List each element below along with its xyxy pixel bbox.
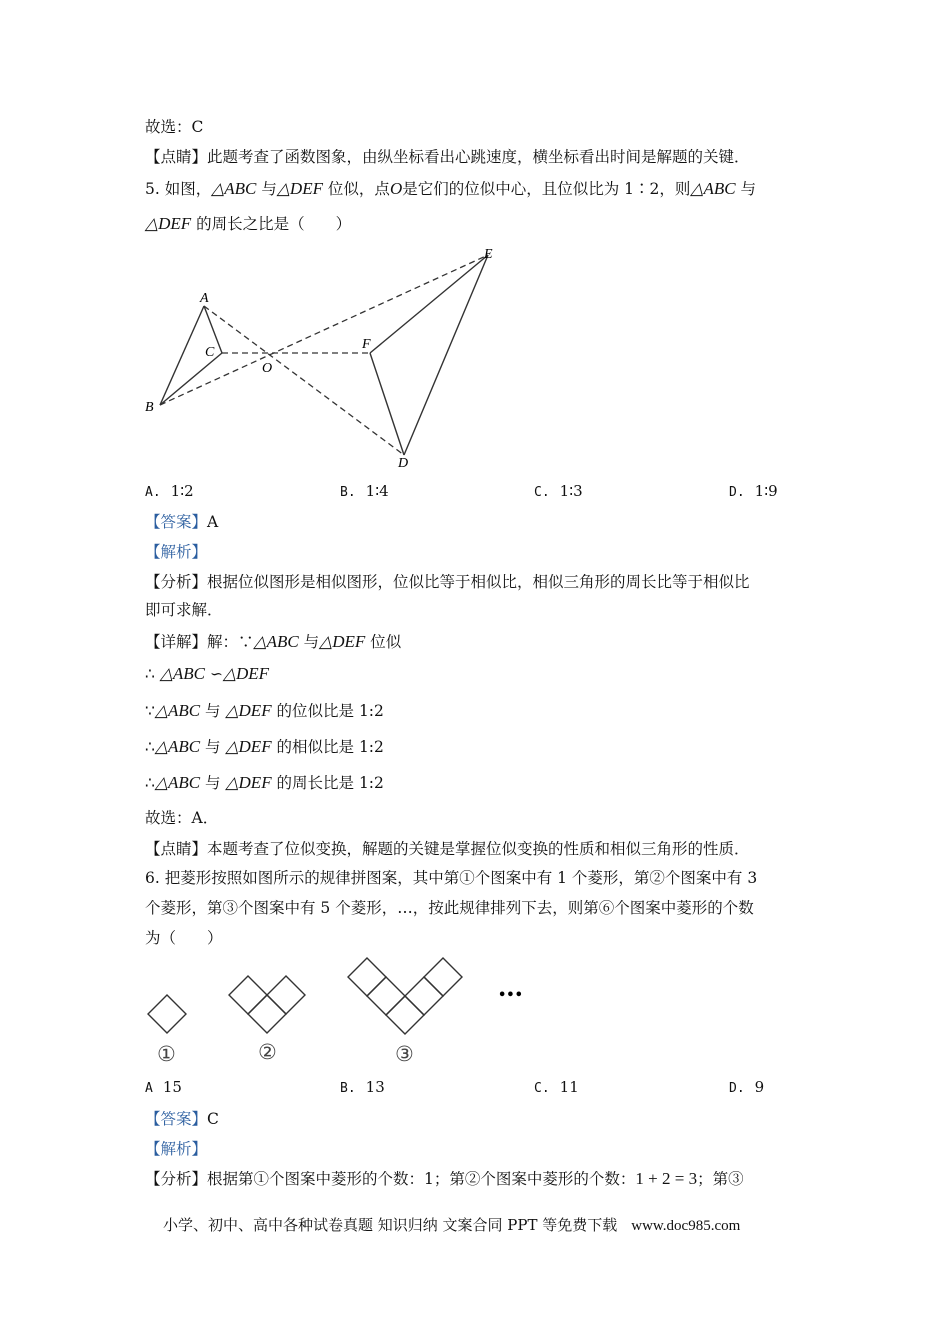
q5-detail-line-1: 【详解】解：∵△ABC 与△DEF 位似 bbox=[145, 632, 402, 651]
label-b: B bbox=[145, 400, 154, 415]
footer-url[interactable]: www.doc985.com bbox=[631, 1218, 741, 1234]
q5-fenxi-line-1: 【分析】根据位似图形是相似图形，位似比等于相似比，相似三角形的周长比等于相似比 bbox=[145, 573, 750, 591]
question-6-line-3: 为（ ） bbox=[145, 929, 223, 947]
pattern-dots: ••• bbox=[498, 988, 523, 1003]
pattern-label-3: ③ bbox=[395, 1042, 414, 1066]
segment-ef bbox=[370, 255, 488, 353]
segment-ab bbox=[160, 306, 204, 405]
label-f: F bbox=[362, 337, 371, 352]
q6-analysis-tag: 【解析】 bbox=[145, 1140, 208, 1158]
label-a: A bbox=[200, 291, 209, 306]
segment-bc bbox=[160, 353, 222, 405]
pattern-1-rhombus bbox=[148, 995, 186, 1033]
pattern-label-1: ① bbox=[157, 1042, 176, 1066]
q6-answer: 【答案】C bbox=[145, 1110, 219, 1128]
rhombus-patterns bbox=[148, 958, 462, 1034]
label-c: C bbox=[205, 345, 215, 360]
q5-option-c: C. 1∶3 bbox=[534, 482, 583, 500]
q5-option-a: A. 1∶2 bbox=[145, 482, 194, 500]
label-o: O bbox=[262, 361, 273, 376]
dashed-be bbox=[160, 255, 488, 405]
q5-choose: 故选：A． bbox=[145, 809, 219, 827]
label-d: D bbox=[398, 456, 409, 471]
q5-answer: 【答案】A bbox=[145, 513, 219, 531]
q6-fenxi: 【分析】根据第①个图案中菱形的个数：1；第②个图案中菱形的个数：1 + 2 = 3；第③ bbox=[145, 1169, 744, 1188]
question-6-line-1: 6. 把菱形按照如图所示的规律拼图案，其中第①个图案中有 1 个菱形，第②个图案中有 3 bbox=[145, 869, 758, 887]
comment-line: 【点睛】此题考查了函数图象，由纵坐标看出心跳速度，横坐标看出时间是解题的关键． bbox=[145, 148, 750, 166]
pattern-label-2: ② bbox=[258, 1040, 277, 1064]
q5-option-d: D. 1∶9 bbox=[729, 482, 778, 500]
answer-choice-line: 故选：C bbox=[145, 118, 204, 136]
segment-fd bbox=[370, 353, 404, 455]
q6-option-c: C. 11 bbox=[534, 1078, 579, 1096]
q5-detail-line-4: ∴△ABC 与 △DEF 的相似比是 1:2 bbox=[145, 737, 384, 756]
dashed-ad bbox=[204, 306, 404, 455]
segment-ed bbox=[404, 255, 488, 455]
q6-option-a: A 15 bbox=[145, 1078, 182, 1096]
label-e: E bbox=[484, 247, 493, 262]
q5-detail-line-2: ∴ △ABC ∽△DEF bbox=[145, 664, 270, 683]
q5-analysis-tag: 【解析】 bbox=[145, 543, 208, 561]
q5-option-b: B. 1∶4 bbox=[340, 482, 389, 500]
q6-option-d: D. 9 bbox=[729, 1078, 765, 1096]
page-footer: 小学、初中、高中各种试卷真题 知识归纳 文案合同 PPT 等免费下载 www.doc985.com bbox=[163, 1216, 741, 1234]
q6-option-b: B. 13 bbox=[340, 1078, 385, 1096]
q5-fenxi-line-2: 即可求解． bbox=[145, 601, 223, 619]
q5-detail-line-5: ∴△ABC 与 △DEF 的周长比是 1:2 bbox=[145, 773, 384, 792]
q5-dianjing: 【点睛】本题考查了位似变换，解题的关键是掌握位似变换的性质和相似三角形的性质． bbox=[145, 840, 750, 858]
segment-ac bbox=[204, 306, 222, 353]
question-6-line-2: 个菱形，第③个图案中有 5 个菱形，…，按此规律排列下去，则第⑥个图案中菱形的个数 bbox=[145, 899, 754, 917]
question-5-line-2: △DEF 的周长之比是（ ） bbox=[145, 214, 352, 233]
q5-detail-line-3: ∵△ABC 与 △DEF 的位似比是 1:2 bbox=[145, 701, 384, 720]
question-5-line-1: 5. 如图，△ABC 与△DEF 位似，点O是它们的位似中心，且位似比为 1∶2，则△ABC 与 bbox=[145, 179, 757, 198]
